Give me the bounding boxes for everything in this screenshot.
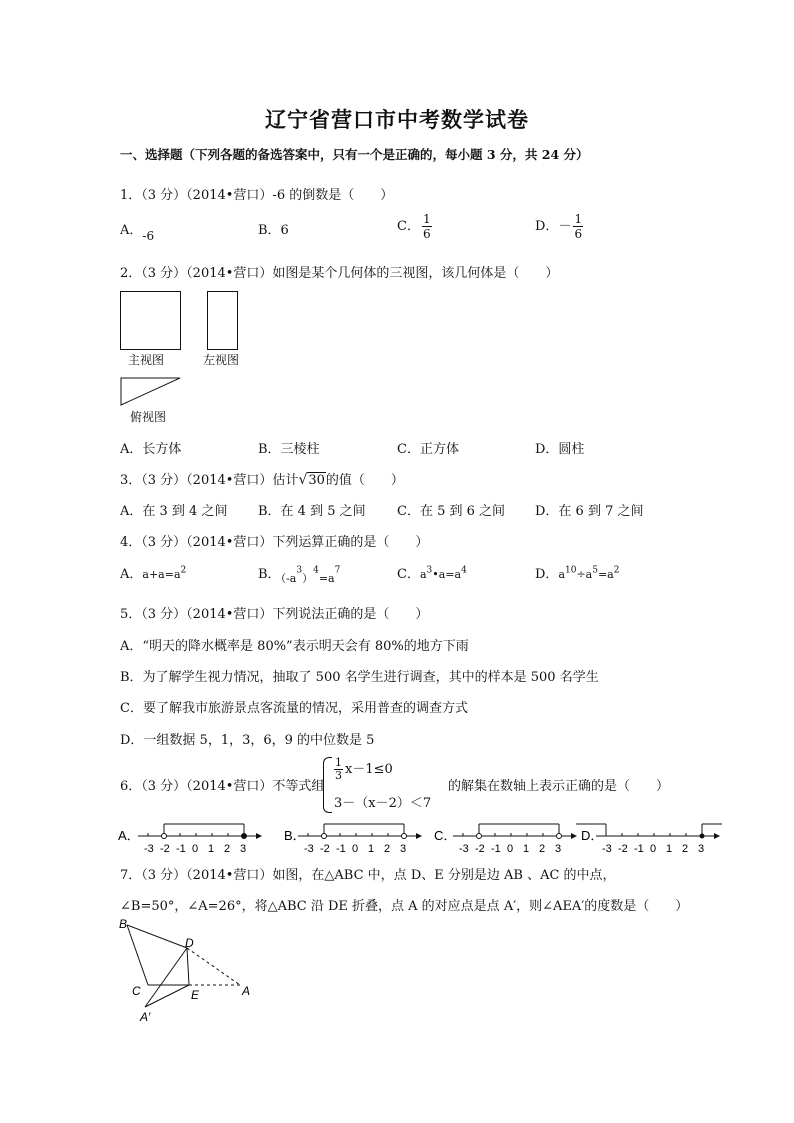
- number-line-tick-label: 3: [698, 843, 705, 855]
- left-view-caption: 左视图: [203, 353, 240, 367]
- arrow-right-icon: [416, 833, 422, 839]
- q6-stem-post: 的解集在数轴上表示正确的是（ ）: [448, 779, 670, 794]
- number-line-tick-label: -2: [160, 843, 170, 855]
- section-heading: 一、选择题（下列各题的备选答案中，只有一个是正确的，每小题 3 分，共 24 分）: [120, 147, 589, 162]
- number-line-tick-label: 2: [224, 843, 231, 855]
- number-line-tick-label: 3: [240, 843, 247, 855]
- q3-option-a: A．在 3 到 4 之间: [120, 504, 228, 519]
- number-line-tick-label: 0: [507, 843, 514, 855]
- endpoint-closed: [242, 834, 247, 839]
- number-line-tick-label: -3: [304, 843, 314, 855]
- number-line-tick-label: 2: [539, 843, 546, 855]
- number-line-tick-label: -2: [475, 843, 485, 855]
- q4-option-a: A．$a+a=a^2$: [120, 565, 187, 582]
- endpoint-open: [557, 834, 562, 839]
- point-label-D: D: [185, 936, 194, 950]
- q6-number-line-options: [118, 812, 758, 858]
- radical-sign-icon: √: [298, 472, 308, 488]
- endpoint-closed: [700, 834, 705, 839]
- number-line-tick-label: -2: [320, 843, 330, 855]
- q1-stem: 1．（3 分）（2014•营口）-6 的倒数是（ ）: [120, 188, 394, 203]
- number-line-tick-label: -1: [176, 843, 186, 855]
- q5-option-b: B．为了解学生视力情况，抽取了 500 名学生进行调查，其中的样本是 500 名学生: [120, 670, 599, 685]
- q7-triangle-figure: [115, 915, 265, 1025]
- q2-option-c: C．正方体: [397, 442, 459, 457]
- arrow-right-icon: [714, 833, 720, 839]
- segment-DE: [187, 948, 189, 985]
- q3-radicand: 30: [308, 473, 325, 488]
- number-line-tick-label: 2: [384, 843, 391, 855]
- q1-option-c: [397, 212, 434, 241]
- arrow-right-icon: [571, 833, 577, 839]
- segment-DA-dashed: [187, 948, 240, 985]
- number-line-tick-label: 2: [682, 843, 689, 855]
- q3-option-b: B．在 4 到 5 之间: [258, 504, 366, 519]
- endpoint-open: [162, 834, 167, 839]
- q6-inequality-1: $\frac{1}{3}$ x－1≤0: [335, 756, 393, 782]
- front-view-caption: 主视图: [128, 353, 165, 367]
- q1-c-fraction: $\frac{1}{6}$: [422, 212, 431, 241]
- segment-BC: [127, 925, 148, 985]
- front-view-square: [120, 291, 181, 350]
- number-line-tick-label: -3: [144, 843, 154, 855]
- q5-option-a: A．“明天的降水概率是 80%”表示明天会有 80%的地方下雨: [120, 639, 469, 654]
- segment-EA1: [145, 985, 189, 1007]
- number-line-tick-label: 3: [400, 843, 407, 855]
- endpoint-open: [322, 834, 327, 839]
- q1-option-d: [535, 212, 585, 241]
- q5-option-c: C．要了解我市旅游景点客流量的情况，采用普查的调查方式: [120, 701, 468, 716]
- q1-d-label: D．: [535, 219, 559, 234]
- q3-stem-pre: 3．（3 分）（2014•营口）估计: [120, 473, 299, 488]
- page-title: 辽宁省营口市中考数学试卷: [265, 107, 529, 132]
- point-label-B: B: [119, 917, 128, 931]
- q4-option-d: D．$a^{10}\div a^5=a^2$: [535, 565, 620, 582]
- number-line-tick-label: -2: [618, 843, 628, 855]
- system-brace-icon: [323, 757, 332, 813]
- left-view-rectangle: [207, 291, 238, 350]
- q4-option-c: C．$a^3•a=a^4$: [397, 565, 467, 582]
- q1-a-value: -6: [142, 229, 155, 243]
- number-line-tick-label: -3: [459, 843, 469, 855]
- number-line-tick-label: 1: [666, 843, 673, 855]
- endpoint-open: [477, 834, 482, 839]
- segment-DA1: [145, 948, 187, 1007]
- q7-stem-line1: 7．（3 分）（2014•营口）如图，在△ABC 中，点 D、E 分别是边 AB 、AC 的中点，: [120, 868, 616, 883]
- q2-option-d: D．圆柱: [535, 442, 585, 457]
- point-label-E: E: [191, 988, 200, 1002]
- q3-stem-post: 的值（ ）: [325, 473, 404, 488]
- q1-option-a: [120, 219, 155, 243]
- q4-option-b: B．$_{(-a}^3_)^4_{=a}^7$: [258, 565, 341, 585]
- q4-stem: 4．（3 分）（2014•营口）下列运算正确的是（ ）: [120, 535, 429, 550]
- number-line-tick-label: 1: [208, 843, 215, 855]
- q6-option-label: B．: [284, 828, 306, 843]
- q1-d-sign: －: [558, 219, 572, 234]
- q5-stem: 5．（3 分）（2014•营口）下列说法正确的是（ ）: [120, 607, 429, 622]
- segment-BD: [127, 925, 187, 948]
- number-line-tick-label: 1: [368, 843, 375, 855]
- point-label-C: C: [132, 984, 141, 998]
- q7-stem-line2: ∠B=50°，∠A=26°，将△ABC 沿 DE 折叠，点 A 的对应点是点 A′，则∠AEA′的度数是（ ）: [120, 899, 689, 914]
- arrow-right-icon: [256, 833, 262, 839]
- number-line-tick-label: -1: [491, 843, 501, 855]
- q2-stem: 2．（3 分）（2014•营口）如图是某个几何体的三视图，该几何体是（ ）: [120, 266, 559, 281]
- q5-option-d: D．一组数据 5，1，3，6，9 的中位数是 5: [120, 733, 375, 748]
- point-label-A-prime: A′: [140, 1010, 151, 1024]
- q3-option-d: D．在 6 到 7 之间: [535, 504, 644, 519]
- number-line-tick-label: 0: [650, 843, 657, 855]
- q2-option-a: A．长方体: [120, 442, 182, 457]
- endpoint-open: [402, 834, 407, 839]
- q1-d-fraction: $\frac{1}{6}$: [574, 212, 583, 241]
- number-line-tick-label: 0: [192, 843, 199, 855]
- number-line-tick-label: -1: [336, 843, 346, 855]
- number-line-tick-label: -3: [602, 843, 612, 855]
- q1-a-label: A．: [120, 223, 143, 238]
- number-line-tick-label: 1: [523, 843, 530, 855]
- q3-stem: [120, 469, 404, 488]
- number-line-tick-label: -1: [634, 843, 644, 855]
- number-line-tick-label: 0: [352, 843, 359, 855]
- q6-option-label: A．: [118, 828, 140, 843]
- q6-option-label: D．: [581, 828, 604, 843]
- q6-stem-pre: 6．（3 分）（2014•营口）不等式组: [120, 779, 325, 794]
- top-view-triangle: [119, 377, 183, 407]
- number-line-tick-label: 3: [555, 843, 562, 855]
- q2-option-b: B．三棱柱: [258, 442, 320, 457]
- q6-inequality-2: 3－（x－2）＜7: [334, 796, 432, 811]
- q1-option-b: B．6: [258, 223, 289, 238]
- q3-option-c: C．在 5 到 6 之间: [397, 504, 506, 519]
- q1-c-label: C．: [397, 219, 420, 234]
- q6-option-label: C．: [434, 828, 457, 843]
- point-label-A: A: [242, 984, 251, 998]
- top-view-caption: 俯视图: [130, 410, 167, 424]
